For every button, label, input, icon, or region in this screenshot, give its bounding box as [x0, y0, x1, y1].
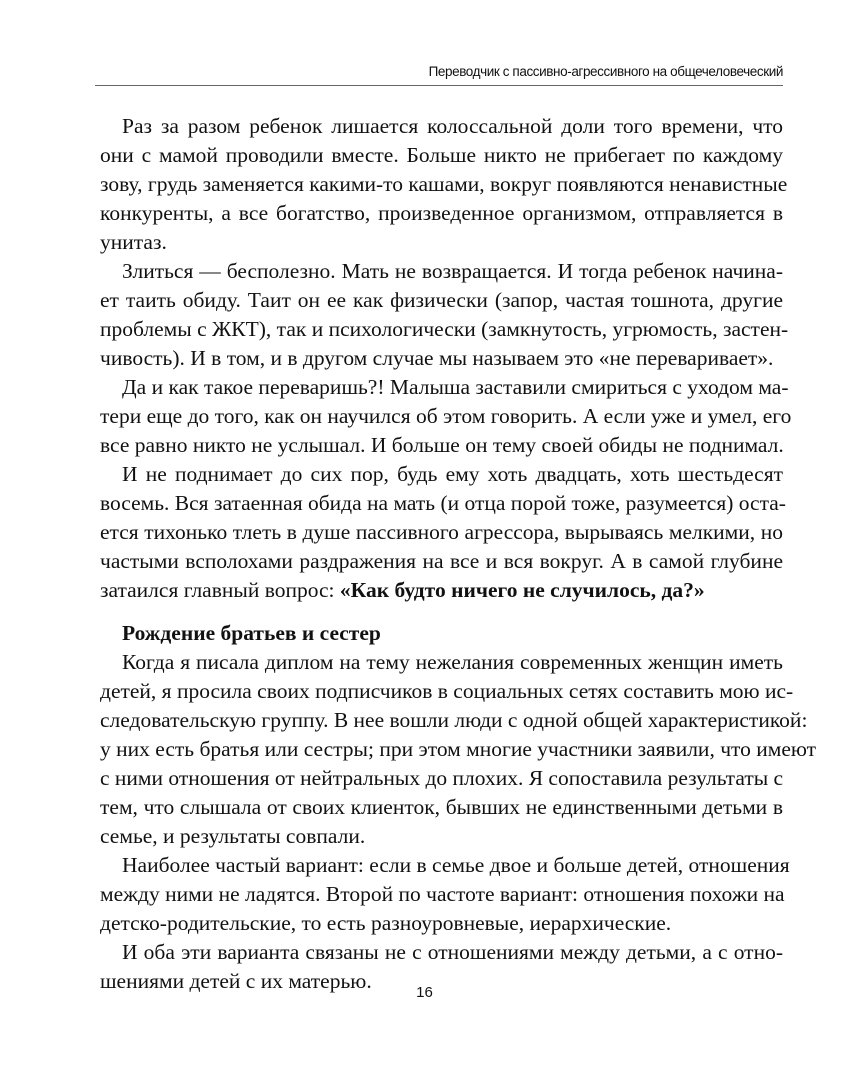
text-line	[100, 822, 783, 851]
body-text	[100, 112, 817, 996]
paragraph	[100, 373, 792, 460]
section-heading: Рождение братьев и сестер	[122, 621, 381, 645]
text-line	[100, 257, 783, 286]
text-line	[100, 706, 808, 735]
paragraph	[100, 648, 817, 851]
line-text: семье, и результаты совпали.	[100, 824, 366, 848]
paragraph	[100, 460, 786, 605]
line-text: Злиться — бесполезно. Мать не возвращается. И тогда ребенок начина-	[122, 259, 783, 283]
line-text: все равно никто не услышал. И больше он тему своей обиды не поднимал.	[100, 433, 784, 457]
bold-quote: «Как будто ничего не случилось, да?»	[339, 578, 705, 602]
text-line	[100, 402, 792, 431]
text-line	[100, 112, 783, 141]
text-line	[100, 735, 817, 764]
text-line	[100, 286, 783, 315]
text-line	[100, 228, 783, 257]
text-line	[100, 373, 789, 402]
text-line	[100, 199, 783, 228]
line-text: затаился главный вопрос:	[100, 578, 340, 602]
line-text: частыми всполохами раздражения на все и вся вокруг. А в самой глубине	[100, 549, 783, 573]
text-line	[100, 764, 783, 793]
text-line	[100, 141, 783, 170]
text-line	[100, 170, 788, 199]
line-text: Наиболее частый вариант: если в семье двое и больше детей, отношения	[122, 853, 790, 877]
text-line	[100, 677, 794, 706]
text-line	[100, 909, 783, 938]
text-line	[100, 851, 790, 880]
line-text: проблемы с ЖКТ), так и психологически (замкнутость, угрюмость, застен-	[100, 317, 789, 341]
text-line	[100, 938, 783, 967]
line-text: тери еще до того, как он научился об этом говорить. А если уже и умел, его	[100, 404, 792, 428]
line-text: зову, грудь заменяется какими-то кашами, вокруг появляются ненавистные	[100, 172, 788, 196]
line-text: И оба эти варианта связаны не с отношениями между детьми, а с отно-	[122, 940, 783, 964]
line-text: ет таить обиду. Таит он ее как физически (запор, частая тошнота, другие	[100, 288, 783, 312]
header-rule	[95, 85, 783, 86]
text-line	[100, 489, 786, 518]
text-line	[100, 460, 783, 489]
line-text: Да и как такое переваришь?! Малыша заставили смириться с уходом ма-	[122, 375, 789, 399]
line-text: детей, я просила своих подписчиков в социальных сетях составить мою ис-	[100, 679, 794, 703]
text-line	[100, 648, 783, 677]
line-text: у них есть братья или сестры; при этом многие участники заявили, что имеют	[100, 737, 817, 761]
text-line	[100, 431, 783, 460]
line-text: И не поднимает до сих пор, будь ему хоть двадцать, хоть шестьдесят	[122, 462, 783, 486]
text-line	[100, 315, 789, 344]
line-text: с ними отношения от нейтральных до плохих. Я сопоставила результаты с	[100, 766, 784, 790]
line-text: ется тихонько тлеть в душе пассивного агрессора, вырываясь мелкими, но	[100, 520, 783, 544]
line-text: они с мамой проводили вместе. Больше никто не прибегает по каждому	[100, 143, 783, 167]
text-line	[100, 576, 783, 605]
line-text: конкуренты, а все богатство, произведенное организмом, отправляется в	[100, 201, 783, 225]
line-text: детско-родительские, то есть разноуровневые, иерархические.	[100, 911, 672, 935]
line-text: между ними не ладятся. Второй по частоте вариант: отношения похожи на	[100, 882, 785, 906]
line-text: унитаз.	[100, 230, 167, 254]
line-text: тем, что слышала от своих клиенток, бывших не единственными детьми в	[100, 795, 783, 819]
line-text: шениями детей с их матерью.	[100, 969, 372, 993]
paragraph	[100, 112, 788, 257]
text-line	[100, 880, 783, 909]
text-line	[100, 793, 783, 822]
line-text: следовательскую группу. В нее вошли люди с одной общей характеристикой:	[100, 708, 808, 732]
paragraph	[100, 851, 790, 938]
line-text: Когда я писала диплом на тему нежелания современных женщин иметь	[122, 650, 783, 674]
line-text: чивость). И в том, и в другом случае мы называем это «не переваривает».	[100, 346, 774, 370]
line-text: восемь. Вся затаенная обида на мать (и отца порой тоже, разумеется) оста-	[100, 491, 786, 515]
page-number: 16	[416, 984, 433, 1001]
running-head: Переводчик с пассивно-агрессивного на общечеловеческий	[428, 64, 783, 79]
text-line	[100, 518, 783, 547]
text-line	[100, 344, 783, 373]
text-line	[100, 547, 783, 576]
line-text: Раз за разом ребенок лишается колоссальной доли того времени, что	[122, 114, 783, 138]
paragraph	[100, 257, 789, 373]
